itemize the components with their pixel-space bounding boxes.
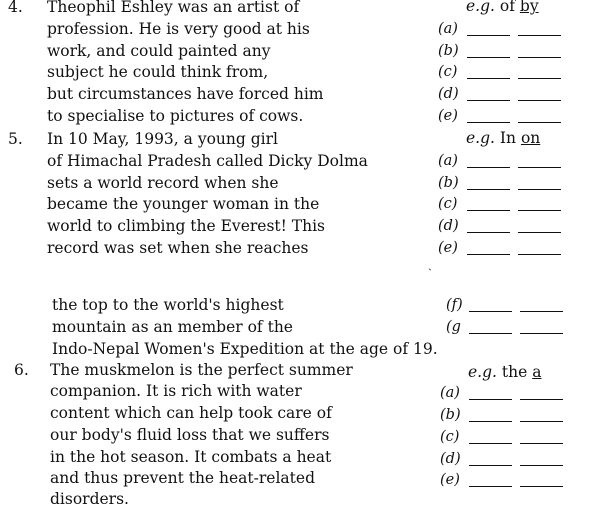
- blank-label: (a): [438, 21, 458, 37]
- blank-label: (c): [440, 429, 460, 445]
- passage-line: profession. He is very good at his: [47, 20, 310, 38]
- passage-line: The muskmelon is the perfect summer: [50, 361, 353, 379]
- answer-blank-incorrect[interactable]: [467, 78, 510, 79]
- passage-line: In 10 May, 1993, a young girl: [47, 130, 278, 148]
- example-right: by: [519, 0, 539, 15]
- example-right: a: [532, 363, 542, 381]
- answer-blank-incorrect[interactable]: [467, 189, 510, 190]
- answer-blank-correct[interactable]: [518, 100, 561, 101]
- passage-line: subject he could think from,: [47, 63, 269, 81]
- answer-blank-correct[interactable]: [520, 486, 563, 487]
- blank-label: (e): [440, 472, 460, 488]
- blank-label: (g: [446, 319, 461, 335]
- passage-line: record was set when she reaches: [47, 239, 309, 257]
- answer-blank-correct[interactable]: [518, 167, 561, 168]
- example-answer: [466, 0, 539, 15]
- answer-blank-correct[interactable]: [520, 399, 563, 400]
- answer-blank-incorrect[interactable]: [467, 35, 510, 36]
- example-wrong: In: [499, 129, 516, 147]
- blank-label: (d): [438, 86, 459, 102]
- passage-line: our body's fluid loss that we suffers: [50, 426, 330, 444]
- answer-blank-correct[interactable]: [518, 122, 561, 123]
- answer-blank-correct[interactable]: [518, 232, 561, 233]
- answer-blank-correct[interactable]: [520, 465, 563, 466]
- answer-blank-incorrect[interactable]: [467, 57, 510, 58]
- answer-blank-incorrect[interactable]: [469, 443, 512, 444]
- passage-line: sets a world record when she: [47, 174, 279, 192]
- passage-line: Theophil Eshley was an artist of: [47, 0, 300, 16]
- blank-label: (a): [438, 153, 458, 169]
- question-number: 6.: [14, 361, 29, 379]
- answer-blank-incorrect[interactable]: [467, 232, 510, 233]
- blank-label: (c): [438, 64, 458, 80]
- answer-blank-incorrect[interactable]: [467, 100, 510, 101]
- answer-blank-correct[interactable]: [520, 421, 563, 422]
- passage-line: and thus prevent the heat-related: [50, 469, 315, 487]
- blank-label: (c): [438, 196, 458, 212]
- answer-blank-incorrect[interactable]: [469, 311, 512, 312]
- passage-line: in the hot season. It combats a heat: [50, 448, 332, 466]
- stray-mark: ˏ: [428, 257, 432, 271]
- answer-blank-incorrect[interactable]: [469, 399, 512, 400]
- blank-label: (f): [446, 297, 463, 313]
- passage-line: disorders.: [50, 490, 129, 508]
- passage-line: the top to the world's highest: [52, 296, 284, 314]
- answer-blank-incorrect[interactable]: [469, 486, 512, 487]
- example-wrong: of: [499, 0, 515, 15]
- passage-line: content which can help took care of: [50, 404, 332, 422]
- answer-blank-incorrect[interactable]: [467, 210, 510, 211]
- answer-blank-incorrect[interactable]: [467, 122, 510, 123]
- answer-blank-incorrect[interactable]: [469, 333, 512, 334]
- passage-line: companion. It is rich with water: [50, 382, 302, 400]
- example-answer: [468, 363, 541, 381]
- example-prefix: e.g.: [466, 129, 495, 147]
- blank-label: (b): [438, 43, 459, 59]
- answer-blank-incorrect[interactable]: [467, 167, 510, 168]
- passage-line: world to climbing the Everest! This: [47, 217, 326, 235]
- example-right: on: [520, 129, 541, 147]
- answer-blank-correct[interactable]: [518, 35, 561, 36]
- example-prefix: e.g.: [466, 0, 495, 15]
- blank-label: (a): [440, 385, 460, 401]
- answer-blank-incorrect[interactable]: [467, 254, 510, 255]
- blank-label: (b): [440, 407, 461, 423]
- answer-blank-correct[interactable]: [518, 189, 561, 190]
- passage-line: Indo-Nepal Women's Expedition at the age of 19.: [52, 340, 438, 358]
- passage-line: work, and could painted any: [47, 42, 271, 60]
- blank-label: (b): [438, 175, 459, 191]
- answer-blank-correct[interactable]: [518, 210, 561, 211]
- question-number: 5.: [8, 130, 23, 148]
- question-number: 4.: [8, 0, 23, 16]
- example-answer: [466, 129, 540, 147]
- blank-label: (d): [440, 451, 461, 467]
- blank-label: (e): [438, 108, 458, 124]
- passage-line: to specialise to pictures of cows.: [47, 107, 304, 125]
- answer-blank-correct[interactable]: [518, 254, 561, 255]
- passage-line: became the younger woman in the: [47, 195, 320, 213]
- answer-blank-correct[interactable]: [518, 78, 561, 79]
- blank-label: (e): [438, 240, 458, 256]
- answer-blank-incorrect[interactable]: [469, 465, 512, 466]
- passage-line: mountain as an member of the: [52, 318, 293, 336]
- blank-label: (d): [438, 218, 459, 234]
- example-wrong: the: [501, 363, 528, 381]
- passage-line: of Himachal Pradesh called Dicky Dolma: [47, 152, 368, 170]
- answer-blank-correct[interactable]: [520, 333, 563, 334]
- answer-blank-correct[interactable]: [520, 311, 563, 312]
- answer-blank-correct[interactable]: [518, 57, 561, 58]
- answer-blank-incorrect[interactable]: [469, 421, 512, 422]
- example-prefix: e.g.: [468, 363, 497, 381]
- passage-line: but circumstances have forced him: [47, 85, 324, 103]
- answer-blank-correct[interactable]: [520, 443, 563, 444]
